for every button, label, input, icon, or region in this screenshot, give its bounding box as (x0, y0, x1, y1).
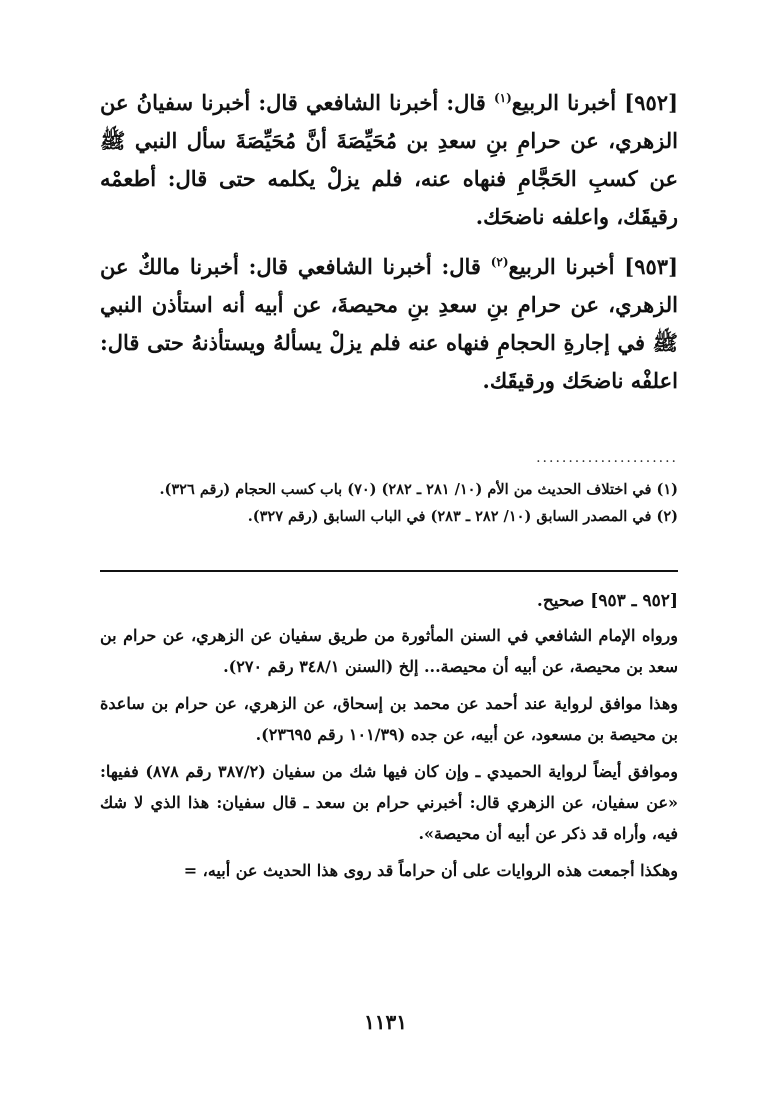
footnote-separator: ...................... (536, 450, 678, 466)
page-number: ١١٣١ (364, 1010, 407, 1034)
takhrij-heading: [٩٥٢ ـ ٩٥٣] صحيح. (536, 591, 678, 611)
footnotes (100, 476, 678, 530)
hadith-number: [٩٥٣] (624, 254, 678, 279)
footnote-1: (١) في اختلاف الحديث من الأم (١٠/ ٢٨١ ـ ٢٨٢) (٧٠) باب كسب الحجام (رقم ٣٢٦). (159, 481, 678, 498)
takhrij-section (100, 586, 678, 892)
hadith-text-intro: أخبرنا الربيع (508, 254, 615, 279)
hadith-number: [٩٥٢] (624, 90, 678, 115)
hadith-953 (100, 248, 678, 400)
hadith-952 (100, 84, 678, 236)
takhrij-paragraph-1: ورواه الإمام الشافعي في السنن المأثورة من طريق سفيان عن الزهري، عن حرام بن سعد بن محيصة، عن أبيه أن محيصة... إلخ (السنن ٣٤٨/١ رقم ٢٧٠). (100, 626, 678, 676)
footnote-marker: (١) (493, 91, 512, 105)
takhrij-paragraph-2: وهذا موافق لرواية عند أحمد عن محمد بن إسحاق، عن الزهري، عن حرام بن ساعدة بن محيصة بن مسعود، عن أبيه، عن جده (١٠١/٣٩ رقم ٢٣٦٩٥). (100, 694, 678, 744)
divider-line (100, 570, 678, 572)
hadith-text-body: قال: أخبرنا الشافعي قال: أخبرنا سفيانُ عن الزهري، عن حرامِ بنِ سعدِ بن مُحَيِّصَةَ أنَّ مُحَيِّصَةَ سأل النبي ﷺ عن كسبِ الحَجَّامِ فنهاه عنه، فلم يزلْ يكلمه حتى قال: أطعمْه رقيقَك، واعلفه ناضحَك. (100, 90, 678, 229)
takhrij-paragraph-4: وهكذا أجمعت هذه الروايات على أن حراماً قد روى هذا الحديث عن أبيه، = (183, 861, 678, 880)
main-text (100, 84, 678, 412)
hadith-text-intro: أخبرنا الربيع (511, 90, 617, 115)
takhrij-paragraph-3: وموافق أيضاً لرواية الحميدي ـ وإن كان فيها شك من سفيان (٣٨٧/٢ رقم ٨٧٨) ففيها: «عن سفيان، عن الزهري قال: أخبرني حرام بن سعد ـ قال سفيان: هذا الذي لا شك فيه، وأراه قد ذكر عن أبيه أن محيصة». (100, 762, 678, 843)
footnote-2: (٢) في المصدر السابق (١٠/ ٢٨٢ ـ ٢٨٣) في الباب السابق (رقم ٣٢٧). (247, 508, 678, 525)
footnote-marker: (٢) (490, 255, 509, 269)
hadith-text-body: قال: أخبرنا الشافعي قال: أخبرنا مالكٌ عن الزهري، عن حرامِ بنِ سعدِ بنِ محيصةَ، عن أبيه أنه استأذن النبي ﷺ في إجارةِ الحجامِ فنهاه عنه فلم يزلْ يسألهُ ويستأذنهُ حتى قال: اعلفْه ناضحَك ورقيقَك. (100, 254, 678, 393)
